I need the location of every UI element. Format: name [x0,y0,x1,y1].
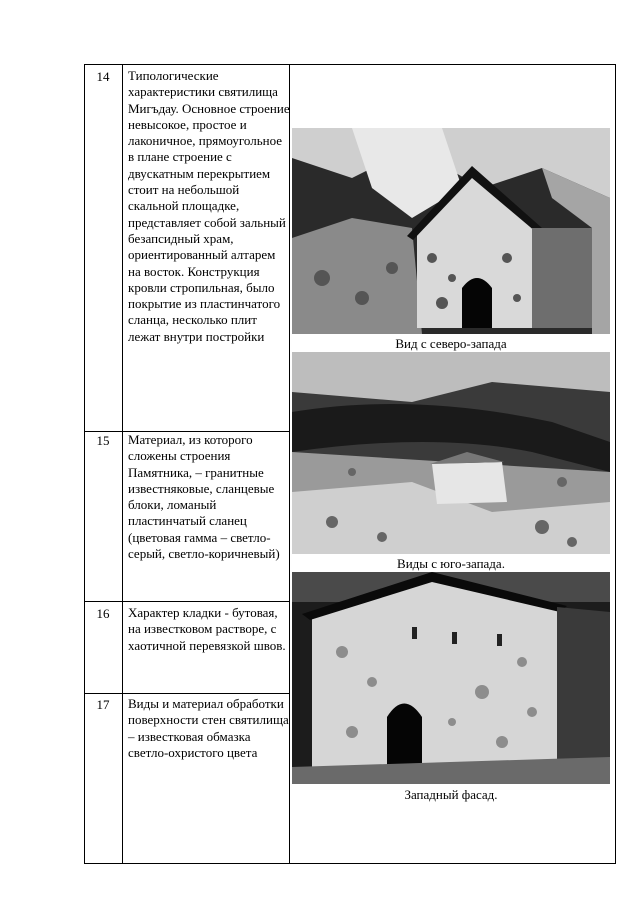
row-number: 17 [96,697,110,712]
photo-caption: Виды с юго-запада. [397,556,505,571]
table-border-bottom [84,863,616,864]
sanctuary-west-facade-photo [292,572,610,784]
row-description: Материал, из которого сложены строения Памятника, – гранитные известняковые, сланцевые блоки, ломаный пластинчатый сланец (цветовая гамма – светло-серый, светло-коричневый) [128,432,280,562]
sanctuary-southwest-photo [292,352,610,554]
characteristics-table [84,64,616,864]
sanctuary-northwest-photo [292,128,610,334]
row-divider [84,601,290,602]
table-border-left [84,64,85,864]
column-divider-number [122,64,123,864]
row-description: Характер кладки - бутовая, на известковом растворе, с хаотичной перевязкой швов. [128,605,286,653]
row-number: 14 [96,69,110,84]
row-description: Типологические характеристики святилища Мигъдау. Основное строение невысокое, простое и лаконичное, прямоугольное в плане строение с двускатным перекрытием стоит на небольшой скальной площадке, представляет собой зальный безапсидный храм, ориентированный алтарем на восток. Конструкция кровли стропильная, было покрытие из пластинчатого сланца, несколько плит лежат внутри постройки [128,68,290,344]
row-number: 15 [96,433,110,448]
photo-caption: Вид с северо-запада [395,336,507,351]
table-border-right [615,64,616,864]
row-description: Виды и материал обработки поверхности стен святилища – известковая обмазка светло-охристого цвета [128,696,289,760]
table-border-top [84,64,616,65]
row-divider [84,693,290,694]
row-number: 16 [96,606,110,621]
photo-caption: Западный фасад. [404,787,498,802]
